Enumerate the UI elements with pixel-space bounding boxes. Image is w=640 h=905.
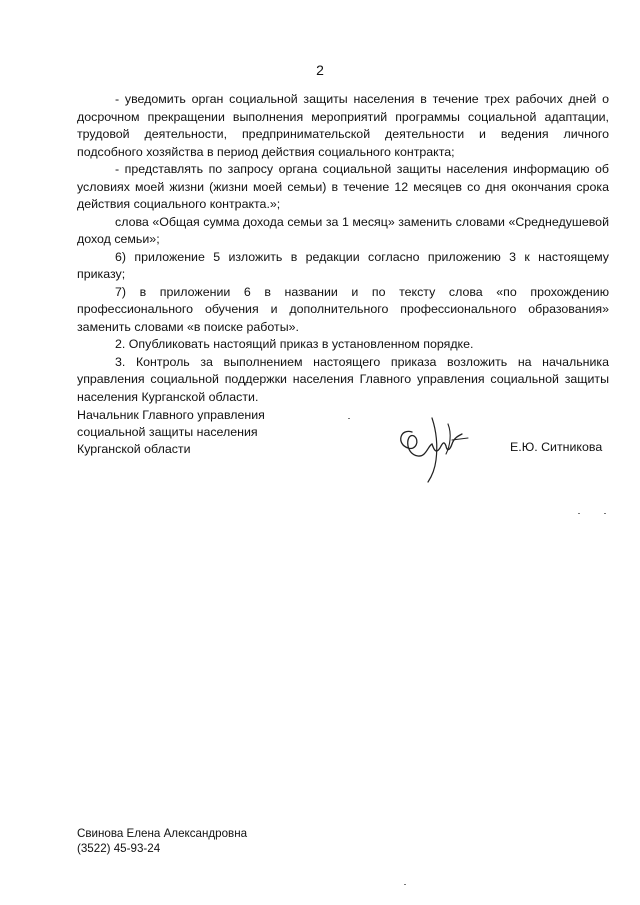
signatory-position xyxy=(77,407,265,458)
handwritten-signature xyxy=(392,410,472,486)
paragraph: 2. Опубликовать настоящий приказ в установленном порядке. xyxy=(115,337,474,351)
document-body xyxy=(77,91,609,406)
paragraph: 6) приложение 5 изложить в редакции согласно приложению 3 к настоящему приказу; xyxy=(77,249,609,281)
paragraph: слова «Общая сумма дохода семьи за 1 месяц» заменить словами «Среднедушевой доход семьи»; xyxy=(77,214,609,246)
scan-speck xyxy=(604,513,606,514)
scan-speck xyxy=(578,513,580,514)
scan-speck xyxy=(348,418,350,419)
scan-speck xyxy=(404,884,406,885)
signer-name: Е.Ю. Ситникова xyxy=(510,440,603,454)
executor-phone: (3522) 45-93-24 xyxy=(77,842,161,855)
page-number: 2 xyxy=(316,62,324,78)
paragraph: 7) в приложении 6 в названии и по тексту слова «по прохождению профессионального обучения и дополнительного профессионального образования» заменить словами «в поиске работы». xyxy=(77,284,609,334)
signatory-position-line: Курганской области xyxy=(77,442,191,456)
executor-name: Свинова Елена Александровна xyxy=(77,827,248,840)
signatory-position-line: социальной защиты населения xyxy=(77,425,258,439)
paragraph: - представлять по запросу органа социальной защиты населения информацию об условиях моей жизни (жизни моей семьи) в течение 12 месяцев со дня окончания срока действия социального контракта.»; xyxy=(77,162,609,211)
signatory-position-line: Начальник Главного управления xyxy=(77,408,265,422)
paragraph: - уведомить орган социальной защиты населения в течение трех рабочих дней о досрочном прекращении выполнения мероприятий программы социальной адаптации, трудовой деятельности, предпринимательской деятельности и ведения личного подсобного хозяйства в период действия социального контракта; xyxy=(77,92,609,159)
executor-info xyxy=(77,826,247,856)
paragraph: 3. Контроль за выполнением настоящего приказа возложить на начальника управления социальной поддержки населения Главного управления социальной защиты населения Курганской области. xyxy=(77,354,609,404)
